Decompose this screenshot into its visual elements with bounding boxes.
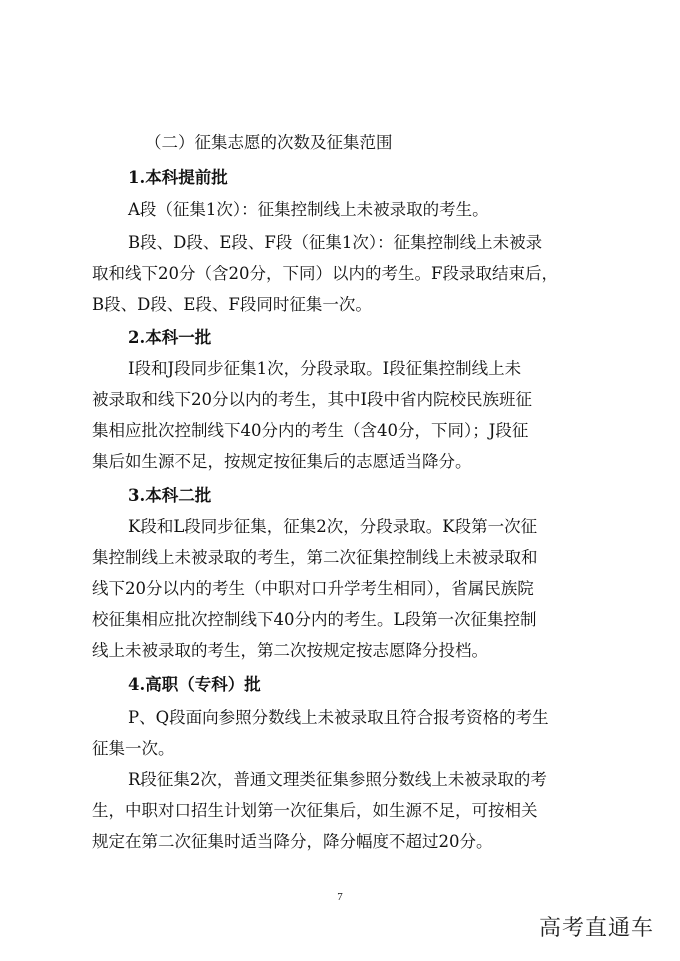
paragraph-line: 集后如生源不足，按规定按征集后的志愿适当降分。 xyxy=(92,452,472,471)
paragraph-line: 线上未被录取的考生，第二次按规定按志愿降分投档。 xyxy=(92,641,488,660)
watermark-logo-text: 高考直通车 xyxy=(538,916,654,941)
paragraph-line: P、Q段面向参照分数线上未被录取且符合报考资格的考生 xyxy=(128,708,549,727)
paragraph-line: 校征集相应批次控制线下40分内的考生。L段第一次征集控制 xyxy=(92,610,537,629)
paragraph-line: K段和L段同步征集，征集2次，分段录取。K段第一次征 xyxy=(128,517,538,536)
paragraph-line: 取和线下20分（含20分，下同）以内的考生。F段录取结束后， xyxy=(92,264,558,283)
heading-undergrad-early: 1.本科提前批 xyxy=(128,168,228,187)
paragraph-line: A段（征集1次）：征集控制线上未被录取的考生。 xyxy=(128,200,489,219)
paragraph-line: 集控制线上未被录取的考生，第二次征集控制线上未被录取和 xyxy=(92,548,538,567)
paragraph-line: B段、D段、E段、F段（征集1次）：征集控制线上未被录 xyxy=(128,233,543,252)
paragraph-line: 线下20分以内的考生（中职对口升学考生相同），省属民族院 xyxy=(92,579,534,598)
paragraph-line: I段和J段同步征集1次，分段录取。I段征集控制线上未 xyxy=(128,359,522,378)
section-title: （二）征集志愿的次数及征集范围 xyxy=(145,133,393,152)
page-number: 7 xyxy=(337,891,343,903)
paragraph-line: 征集一次。 xyxy=(92,739,175,758)
paragraph-line: 集相应批次控制线下40分内的考生（含40分，下同）；J段征 xyxy=(92,421,529,440)
paragraph-line: R段征集2次，普通文理类征集参照分数线上未被录取的考 xyxy=(128,770,547,789)
heading-undergrad-first: 2.本科一批 xyxy=(128,328,212,347)
heading-undergrad-second: 3.本科二批 xyxy=(128,486,212,505)
paragraph-line: 生，中职对口招生计划第一次征集后，如生源不足，可按相关 xyxy=(92,801,538,820)
paragraph-line: B段、D段、E段、F段同时征集一次。 xyxy=(92,295,372,314)
heading-vocational: 4.高职（专科）批 xyxy=(128,675,261,694)
paragraph-line: 规定在第二次征集时适当降分，降分幅度不超过20分。 xyxy=(92,832,493,851)
paragraph-line: 被录取和线下20分以内的考生，其中I段中省内院校民族班征 xyxy=(92,390,533,409)
